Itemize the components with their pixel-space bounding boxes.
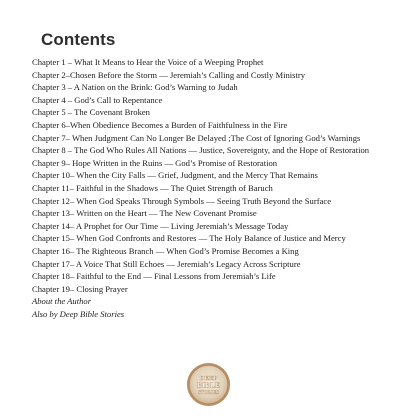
toc-also-by[interactable]: Also by Deep Bible Stories: [32, 308, 125, 319]
toc-chapter-8[interactable]: Chapter 8 – The God Who Rules All Nations — Justice, Sovereignty, and the Hope of Restoration: [32, 145, 370, 156]
toc-chapter-2[interactable]: Chapter 2–Chosen Before the Storm — Jeremiah’s Calling and Costly Ministry: [32, 69, 306, 80]
toc-chapter-15[interactable]: Chapter 15– When God Confronts and Restores — The Holy Balance of Justice and Mercy: [32, 233, 346, 244]
page-title: Contents: [41, 30, 116, 49]
toc-chapter-18[interactable]: Chapter 18– Faithful to the End — Final Lessons from Jeremiah’s Life: [32, 271, 276, 282]
toc-chapter-19[interactable]: Chapter 19– Closing Prayer: [32, 283, 128, 294]
toc-about-author[interactable]: About the Author: [32, 296, 92, 307]
logo-text-line2: BIBLE: [197, 380, 220, 390]
toc-chapter-4[interactable]: Chapter 4 – God’s Call to Repentance: [32, 94, 163, 105]
toc-chapter-3[interactable]: Chapter 3 – A Nation on the Brink: God’s Warning to Judah: [32, 82, 238, 93]
logo-text-line3: STORIES: [198, 390, 219, 396]
toc-chapter-10[interactable]: Chapter 10– When the City Falls — Grief, Judgment, and the Mercy That Remains: [32, 170, 318, 181]
toc-chapter-12[interactable]: Chapter 12– When God Speaks Through Symbols — Seeing Truth Beyond the Surface: [32, 195, 332, 206]
toc-chapter-14[interactable]: Chapter 14– A Prophet for Our Time — Living Jeremiah’s Message Today: [32, 220, 289, 231]
toc-chapter-9[interactable]: Chapter 9– Hope Written in the Ruins — God’s Promise of Restoration: [32, 157, 278, 168]
toc-chapter-13[interactable]: Chapter 13– Written on the Heart — The New Covenant Promise: [32, 208, 257, 219]
toc-chapter-11[interactable]: Chapter 11– Faithful in the Shadows — The Quiet Strength of Baruch: [32, 182, 273, 193]
toc-chapter-17[interactable]: Chapter 17– A Voice That Still Echoes — Jeremiah’s Legacy Across Scripture: [32, 258, 301, 269]
toc-chapter-16[interactable]: Chapter 16– The Righteous Branch — When God’s Promise Becomes a King: [32, 245, 299, 256]
table-of-contents: [32, 56, 392, 320]
deep-bible-stories-logo: [186, 362, 231, 407]
toc-chapter-7[interactable]: Chapter 7– When Judgment Can No Longer Be Delayed ;The Cost of Ignoring God’s Warnings: [32, 132, 361, 143]
toc-chapter-5[interactable]: Chapter 5 – The Covenant Broken: [32, 107, 150, 118]
logo-text-line1: DEEP: [199, 374, 218, 382]
toc-chapter-6[interactable]: Chapter 6–When Obedience Becomes a Burden of Faithfulness in the Fire: [32, 119, 288, 130]
toc-chapter-1[interactable]: Chapter 1 – What It Means to Hear the Voice of a Weeping Prophet: [32, 57, 264, 67]
